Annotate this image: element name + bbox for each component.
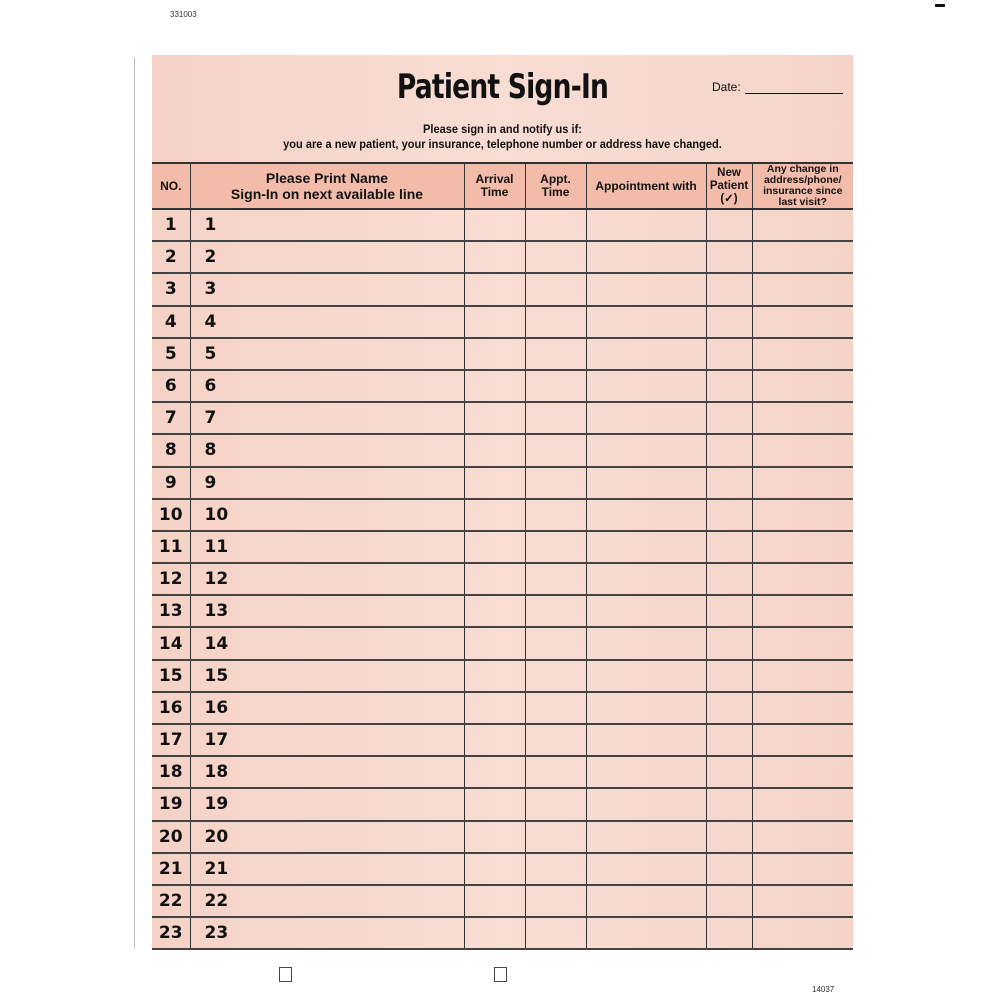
row-number-label: 21 (158, 858, 183, 879)
appointment-with-cell[interactable] (586, 885, 706, 917)
appt-time-cell[interactable] (525, 499, 586, 531)
row-number-label: 5 (164, 343, 177, 364)
row-number (152, 917, 190, 949)
change-cell[interactable] (752, 692, 853, 724)
arrival-time-cell[interactable] (464, 499, 525, 531)
arrival-time-cell[interactable] (464, 788, 525, 820)
sign-in-table (152, 162, 853, 950)
new-patient-cell[interactable] (706, 627, 752, 659)
appointment-with-cell[interactable] (586, 531, 706, 563)
change-cell[interactable] (752, 434, 853, 466)
appointment-with-cell[interactable] (586, 209, 706, 241)
row-number (152, 338, 190, 370)
row-number-label: 2 (204, 247, 217, 268)
name-cell[interactable] (190, 756, 464, 788)
appt-time-cell[interactable] (525, 756, 586, 788)
row-number (152, 306, 190, 338)
appt-time-cell[interactable] (525, 917, 586, 949)
row-number-label: 22 (204, 891, 229, 912)
name-cell[interactable] (190, 306, 464, 338)
arrival-time-cell[interactable] (464, 627, 525, 659)
table-row (152, 595, 853, 627)
name-cell[interactable] (190, 402, 464, 434)
change-cell[interactable] (752, 531, 853, 563)
col-no: NO. (152, 163, 190, 209)
date-line[interactable] (745, 81, 843, 94)
appointment-with-cell[interactable] (586, 724, 706, 756)
arrival-time-cell[interactable] (464, 241, 525, 273)
table-row (152, 306, 853, 338)
table-row (152, 434, 853, 466)
arrival-time-cell[interactable] (464, 821, 525, 853)
col-name-line1: Please Print Name (265, 170, 389, 186)
change-cell[interactable] (752, 627, 853, 659)
row-number-label: 15 (204, 665, 229, 686)
row-number-label: 6 (164, 376, 177, 397)
name-cell[interactable] (190, 273, 464, 305)
row-number (152, 467, 190, 499)
name-cell[interactable] (190, 595, 464, 627)
row-number-label: 7 (164, 408, 177, 429)
change-cell[interactable] (752, 467, 853, 499)
change-cell[interactable] (752, 563, 853, 595)
row-number-label: 22 (158, 891, 183, 912)
change-cell[interactable] (752, 273, 853, 305)
name-cell[interactable] (190, 692, 464, 724)
arrival-time-cell[interactable] (464, 402, 525, 434)
table-row (152, 338, 853, 370)
table-row (152, 788, 853, 820)
arrival-time-cell[interactable] (464, 209, 525, 241)
appt-time-cell[interactable] (525, 273, 586, 305)
row-number-label: 3 (204, 279, 217, 300)
col-new-patient (706, 163, 752, 209)
row-number-label: 8 (204, 440, 217, 461)
col-change (752, 163, 853, 209)
new-patient-cell[interactable] (706, 338, 752, 370)
appt-time-cell[interactable] (525, 370, 586, 402)
row-number-label: 7 (204, 408, 217, 429)
name-cell[interactable] (190, 370, 464, 402)
appt-time-cell[interactable] (525, 627, 586, 659)
new-patient-cell[interactable] (706, 853, 752, 885)
table-row (152, 692, 853, 724)
col-appt-line1: Appt. (540, 172, 571, 186)
appointment-with-cell[interactable] (586, 821, 706, 853)
row-number (152, 788, 190, 820)
row-number (152, 724, 190, 756)
appt-time-cell[interactable] (525, 241, 586, 273)
appt-time-cell[interactable] (525, 660, 586, 692)
appt-time-cell[interactable] (525, 724, 586, 756)
new-patient-cell[interactable] (706, 724, 752, 756)
name-cell[interactable] (190, 499, 464, 531)
new-patient-cell[interactable] (706, 756, 752, 788)
change-cell[interactable] (752, 338, 853, 370)
name-cell[interactable] (190, 563, 464, 595)
row-number-label: 20 (204, 826, 229, 847)
appt-time-cell[interactable] (525, 467, 586, 499)
table-row (152, 853, 853, 885)
row-number (152, 434, 190, 466)
row-number-label: 23 (204, 923, 229, 944)
appt-time-cell[interactable] (525, 692, 586, 724)
date-field[interactable] (712, 80, 843, 94)
col-arrival (464, 163, 525, 209)
arrival-time-cell[interactable] (464, 660, 525, 692)
new-patient-cell[interactable] (706, 402, 752, 434)
col-change-line1: Any change in (766, 163, 839, 175)
row-number-label: 14 (158, 633, 183, 654)
row-number-label: 17 (204, 730, 229, 751)
row-number-label: 4 (164, 311, 177, 332)
col-new-line3: (✓) (720, 192, 738, 205)
col-change-line4: last visit? (778, 196, 827, 208)
new-patient-cell[interactable] (706, 692, 752, 724)
col-change-line3: insurance since (763, 185, 843, 197)
table-row (152, 467, 853, 499)
header-row (152, 163, 853, 209)
appointment-with-cell[interactable] (586, 595, 706, 627)
new-patient-cell[interactable] (706, 241, 752, 273)
row-number-label: 11 (204, 536, 229, 557)
notice-line-1: Please sign in and notify us if: (423, 122, 582, 136)
change-cell[interactable] (752, 724, 853, 756)
row-number-label: 19 (204, 794, 229, 815)
row-number (152, 563, 190, 595)
new-patient-cell[interactable] (706, 563, 752, 595)
arrival-time-cell[interactable] (464, 370, 525, 402)
appt-time-cell[interactable] (525, 595, 586, 627)
change-cell[interactable] (752, 306, 853, 338)
change-cell[interactable] (752, 499, 853, 531)
col-arrival-line1: Arrival (475, 172, 514, 186)
table-row (152, 241, 853, 273)
row-number-label: 8 (164, 440, 177, 461)
row-number-label: 16 (158, 697, 183, 718)
row-number (152, 692, 190, 724)
new-patient-cell[interactable] (706, 821, 752, 853)
appointment-with-cell[interactable] (586, 499, 706, 531)
row-number-label: 14 (204, 633, 229, 654)
row-number (152, 821, 190, 853)
change-cell[interactable] (752, 756, 853, 788)
table-row (152, 209, 853, 241)
new-patient-cell[interactable] (706, 273, 752, 305)
col-new-line1: New (717, 166, 741, 179)
arrival-time-cell[interactable] (464, 563, 525, 595)
row-number (152, 531, 190, 563)
appointment-with-cell[interactable] (586, 370, 706, 402)
arrival-time-cell[interactable] (464, 273, 525, 305)
row-number-label: 11 (158, 536, 183, 557)
arrival-time-cell[interactable] (464, 692, 525, 724)
row-number-label: 13 (158, 601, 183, 622)
appt-time-cell[interactable] (525, 885, 586, 917)
appointment-with-cell[interactable] (586, 338, 706, 370)
arrival-time-cell[interactable] (464, 338, 525, 370)
appointment-with-cell[interactable] (586, 660, 706, 692)
row-number-label: 3 (164, 279, 177, 300)
appt-time-cell[interactable] (525, 434, 586, 466)
table-row (152, 885, 853, 917)
row-number-label: 1 (164, 215, 177, 236)
row-number (152, 660, 190, 692)
change-cell[interactable] (752, 241, 853, 273)
table-row (152, 531, 853, 563)
table-row (152, 627, 853, 659)
date-label: Date: (712, 80, 741, 94)
appointment-with-cell[interactable] (586, 273, 706, 305)
col-appt-line2: Time (541, 185, 570, 199)
arrival-time-cell[interactable] (464, 917, 525, 949)
row-number (152, 853, 190, 885)
change-cell[interactable] (752, 402, 853, 434)
col-new-line2: Patient (709, 179, 749, 192)
name-cell[interactable] (190, 788, 464, 820)
appt-time-cell[interactable] (525, 402, 586, 434)
row-number (152, 499, 190, 531)
row-number-label: 6 (204, 376, 217, 397)
table-row (152, 756, 853, 788)
row-number-label: 10 (158, 504, 183, 525)
appointment-with-cell[interactable] (586, 853, 706, 885)
footer-code: 14037 (812, 985, 835, 994)
name-cell[interactable] (190, 241, 464, 273)
table-row (152, 724, 853, 756)
new-patient-cell[interactable] (706, 660, 752, 692)
arrival-time-cell[interactable] (464, 595, 525, 627)
form-code: 331003 (170, 10, 197, 19)
new-patient-cell[interactable] (706, 595, 752, 627)
name-cell[interactable] (190, 724, 464, 756)
arrival-time-cell[interactable] (464, 531, 525, 563)
arrival-time-cell[interactable] (464, 853, 525, 885)
name-cell[interactable] (190, 434, 464, 466)
checkbox-right[interactable] (494, 967, 507, 982)
notice-line-2: you are a new patient, your insurance, telephone number or address have changed. (283, 137, 722, 151)
appt-time-cell[interactable] (525, 563, 586, 595)
new-patient-cell[interactable] (706, 209, 752, 241)
row-number-label: 10 (204, 504, 229, 525)
sign-in-sheet (152, 55, 853, 948)
arrival-time-cell[interactable] (464, 724, 525, 756)
appt-time-cell[interactable] (525, 821, 586, 853)
name-cell[interactable] (190, 627, 464, 659)
table-row (152, 402, 853, 434)
new-patient-cell[interactable] (706, 885, 752, 917)
page-edge (134, 58, 135, 948)
name-cell[interactable] (190, 821, 464, 853)
new-patient-cell[interactable] (706, 531, 752, 563)
change-cell[interactable] (752, 660, 853, 692)
arrival-time-cell[interactable] (464, 434, 525, 466)
new-patient-cell[interactable] (706, 467, 752, 499)
arrival-time-cell[interactable] (464, 306, 525, 338)
page-title: Patient Sign-In (396, 67, 609, 107)
change-cell[interactable] (752, 885, 853, 917)
row-number-label: 4 (204, 311, 217, 332)
change-cell[interactable] (752, 370, 853, 402)
appointment-with-cell[interactable] (586, 917, 706, 949)
name-cell[interactable] (190, 660, 464, 692)
row-number (152, 370, 190, 402)
name-cell[interactable] (190, 467, 464, 499)
appt-time-cell[interactable] (525, 306, 586, 338)
row-number-label: 13 (204, 601, 229, 622)
name-cell[interactable] (190, 531, 464, 563)
col-appointment-with: Appointment with (586, 163, 706, 209)
col-name (190, 163, 464, 209)
row-number-label: 12 (204, 569, 229, 590)
new-patient-cell[interactable] (706, 917, 752, 949)
change-cell[interactable] (752, 595, 853, 627)
name-cell[interactable] (190, 917, 464, 949)
row-number-label: 15 (158, 665, 183, 686)
change-cell[interactable] (752, 209, 853, 241)
appointment-with-cell[interactable] (586, 756, 706, 788)
table-row (152, 917, 853, 949)
row-number (152, 756, 190, 788)
arrival-time-cell[interactable] (464, 467, 525, 499)
appt-time-cell[interactable] (525, 788, 586, 820)
row-number (152, 273, 190, 305)
row-number-label: 17 (158, 730, 183, 751)
row-number (152, 241, 190, 273)
col-appt (525, 163, 586, 209)
arrival-time-cell[interactable] (464, 756, 525, 788)
table-row (152, 821, 853, 853)
row-number-label: 9 (164, 472, 177, 493)
name-cell[interactable] (190, 209, 464, 241)
name-cell[interactable] (190, 885, 464, 917)
row-number-label: 2 (164, 247, 177, 268)
appointment-with-cell[interactable] (586, 467, 706, 499)
appt-time-cell[interactable] (525, 531, 586, 563)
appointment-with-cell[interactable] (586, 627, 706, 659)
col-change-line2: address/phone/ (763, 174, 842, 186)
name-cell[interactable] (190, 338, 464, 370)
row-number-label: 16 (204, 697, 229, 718)
change-cell[interactable] (752, 853, 853, 885)
arrival-time-cell[interactable] (464, 885, 525, 917)
row-number (152, 402, 190, 434)
checkbox-left[interactable] (279, 967, 292, 982)
appointment-with-cell[interactable] (586, 434, 706, 466)
appt-time-cell[interactable] (525, 853, 586, 885)
appointment-with-cell[interactable] (586, 306, 706, 338)
row-number-label: 19 (158, 794, 183, 815)
table-row (152, 563, 853, 595)
col-name-line2: Sign-In on next available line (230, 186, 424, 202)
row-number-label: 18 (158, 762, 183, 783)
new-patient-cell[interactable] (706, 788, 752, 820)
appointment-with-cell[interactable] (586, 241, 706, 273)
appt-time-cell[interactable] (525, 338, 586, 370)
change-cell[interactable] (752, 821, 853, 853)
appointment-with-cell[interactable] (586, 402, 706, 434)
row-number (152, 627, 190, 659)
change-cell[interactable] (752, 788, 853, 820)
row-number-label: 18 (204, 762, 229, 783)
table-row (152, 370, 853, 402)
appt-time-cell[interactable] (525, 209, 586, 241)
row-number (152, 209, 190, 241)
scan-mark (935, 4, 945, 7)
row-number-label: 9 (204, 472, 217, 493)
new-patient-cell[interactable] (706, 306, 752, 338)
change-cell[interactable] (752, 917, 853, 949)
table-row (152, 273, 853, 305)
row-number-label: 20 (158, 826, 183, 847)
new-patient-cell[interactable] (706, 434, 752, 466)
appointment-with-cell[interactable] (586, 692, 706, 724)
table-row (152, 499, 853, 531)
col-arrival-line2: Time (480, 185, 509, 199)
row-number-label: 1 (204, 215, 217, 236)
row-number (152, 595, 190, 627)
row-number-label: 5 (204, 343, 217, 364)
table-row (152, 660, 853, 692)
row-number-label: 21 (204, 858, 229, 879)
appointment-with-cell[interactable] (586, 563, 706, 595)
new-patient-cell[interactable] (706, 370, 752, 402)
name-cell[interactable] (190, 853, 464, 885)
row-number-label: 12 (158, 569, 183, 590)
row-number (152, 885, 190, 917)
new-patient-cell[interactable] (706, 499, 752, 531)
row-number-label: 23 (158, 923, 183, 944)
appointment-with-cell[interactable] (586, 788, 706, 820)
